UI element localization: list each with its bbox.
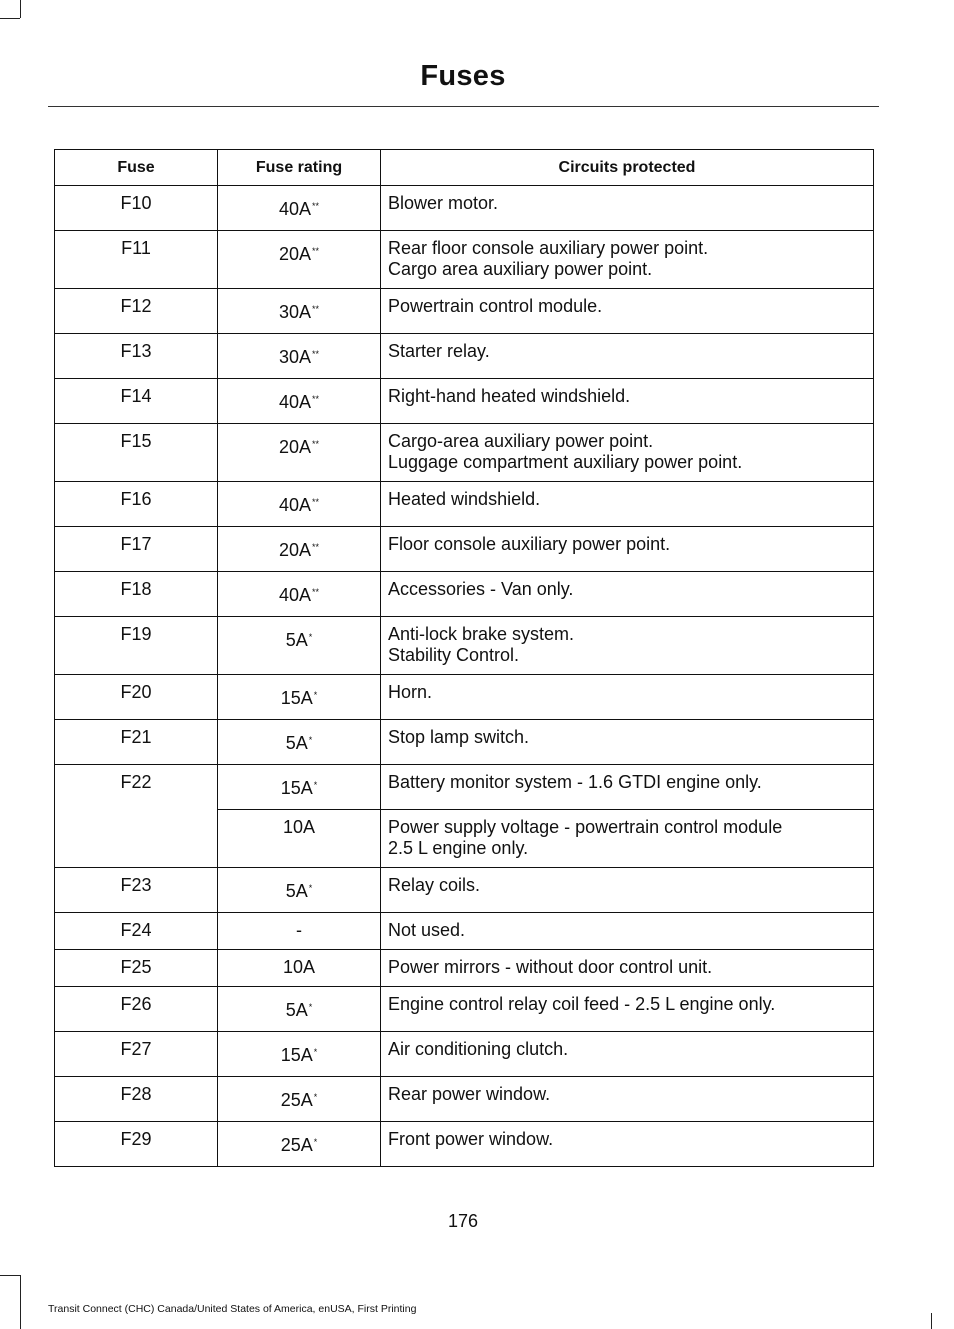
fuse-rating-cell: [218, 231, 381, 289]
circuits-cell: [381, 1077, 874, 1122]
circuit-line: Power supply voltage - powertrain control module: [388, 817, 783, 837]
table-row: [55, 334, 874, 379]
circuits-cell: [381, 810, 874, 868]
circuit-line: Luggage compartment auxiliary power point.: [388, 452, 743, 472]
fuse-table: [54, 149, 874, 1167]
circuits-cell: [381, 527, 874, 572]
circuits-cell: [381, 1122, 874, 1167]
circuits-cell: [381, 868, 874, 913]
circuit-line: Power mirrors - without door control unit.: [388, 957, 713, 977]
rating-footnote-mark: *: [308, 735, 313, 745]
fuse-rating: 25A: [280, 1135, 313, 1155]
circuit-line: Blower motor.: [388, 193, 499, 213]
fuse-rating-cell: [218, 186, 381, 231]
fuse-rating: 25A: [280, 1090, 313, 1110]
fuse-id: F19: [55, 617, 218, 675]
page-number: 176: [447, 1211, 479, 1231]
table-row: [55, 1077, 874, 1122]
fuse-rating-cell: [218, 527, 381, 572]
crop-mark: [20, 0, 21, 18]
circuits-cell: [381, 675, 874, 720]
table-row: [55, 572, 874, 617]
fuse-id: F26: [55, 987, 218, 1032]
fuse-id: F29: [55, 1122, 218, 1167]
rating-footnote-mark: **: [312, 349, 320, 359]
table-row: [55, 617, 874, 675]
table-row: [55, 1032, 874, 1077]
circuit-line: Stop lamp switch.: [388, 727, 530, 747]
rating-footnote-mark: **: [312, 587, 320, 597]
fuse-rating-cell: [218, 675, 381, 720]
circuits-cell: [381, 913, 874, 950]
fuse-rating: 30A: [278, 302, 311, 322]
table-row: [55, 482, 874, 527]
crop-mark: [0, 18, 20, 19]
page-title: Fuses: [420, 60, 506, 92]
fuse-rating: 40A: [278, 495, 311, 515]
table-row: [55, 289, 874, 334]
fuse-id: F15: [55, 424, 218, 482]
circuit-line: Heated windshield.: [388, 489, 541, 509]
table-row: [55, 231, 874, 289]
fuse-rating: 40A: [278, 392, 311, 412]
fuse-rating: 20A: [278, 540, 311, 560]
rating-footnote-mark: **: [312, 246, 320, 256]
fuse-rating: 20A: [278, 437, 311, 457]
circuits-cell: [381, 617, 874, 675]
fuse-table-body: [55, 186, 874, 1167]
rating-footnote-mark: **: [312, 394, 320, 404]
table-row: [55, 424, 874, 482]
circuit-line: Starter relay.: [388, 341, 490, 361]
fuse-rating: 30A: [278, 347, 311, 367]
circuits-cell: [381, 424, 874, 482]
fuse-rating: 5A: [285, 881, 308, 901]
rating-footnote-mark: *: [313, 1047, 318, 1057]
circuit-line: Floor console auxiliary power point.: [388, 534, 671, 554]
fuse-id: F10: [55, 186, 218, 231]
fuse-id: F18: [55, 572, 218, 617]
fuse-rating: 15A: [280, 688, 313, 708]
header-fuse: Fuse: [55, 150, 218, 186]
circuit-line: Not used.: [388, 920, 466, 940]
table-row: [55, 987, 874, 1032]
crop-mark: [0, 1275, 20, 1276]
table-row: [55, 720, 874, 765]
fuse-id: F14: [55, 379, 218, 424]
fuse-id: F13: [55, 334, 218, 379]
header-fuse-rating: Fuse rating: [218, 150, 381, 186]
fuse-id: F24: [55, 913, 218, 950]
rating-footnote-mark: **: [312, 304, 320, 314]
circuits-cell: [381, 482, 874, 527]
rating-footnote-mark: **: [312, 497, 320, 507]
circuit-line: Engine control relay coil feed - 2.5 L engine only.: [388, 994, 776, 1014]
fuse-id: F11: [55, 231, 218, 289]
circuits-cell: [381, 572, 874, 617]
circuit-line: Air conditioning clutch.: [388, 1039, 569, 1059]
fuse-id: F28: [55, 1077, 218, 1122]
fuse-rating-cell: [218, 617, 381, 675]
table-row: [55, 765, 874, 810]
circuits-cell: [381, 950, 874, 987]
fuse-id: F23: [55, 868, 218, 913]
table-row: [55, 379, 874, 424]
fuse-rating-cell: [218, 482, 381, 527]
fuse-rating: 5A: [285, 733, 308, 753]
table-row: [55, 950, 874, 987]
title-rule: [48, 106, 879, 107]
fuse-id: F25: [55, 950, 218, 987]
table-row: [55, 186, 874, 231]
rating-footnote-mark: **: [312, 439, 320, 449]
circuit-line: Horn.: [388, 682, 433, 702]
circuits-cell: [381, 765, 874, 810]
circuits-cell: [381, 987, 874, 1032]
circuit-line: Relay coils.: [388, 875, 481, 895]
footer-text: Transit Connect (CHC) Canada/United States of America, enUSA, First Printing: [48, 1303, 417, 1315]
circuit-line: Rear floor console auxiliary power point.: [388, 238, 709, 258]
circuits-cell: [381, 720, 874, 765]
fuse-rating-cell: [218, 289, 381, 334]
table-row: [55, 1122, 874, 1167]
circuit-line: Cargo-area auxiliary power point.: [388, 431, 654, 451]
rating-footnote-mark: **: [312, 201, 320, 211]
table-row: [55, 868, 874, 913]
fuse-rating-cell: [218, 868, 381, 913]
fuse-rating-cell: [218, 424, 381, 482]
table-row: [55, 675, 874, 720]
fuse-rating-cell: [218, 810, 381, 868]
circuits-cell: [381, 231, 874, 289]
circuit-line: Powertrain control module.: [388, 296, 603, 316]
fuse-id: F27: [55, 1032, 218, 1077]
circuit-line: 2.5 L engine only.: [388, 838, 529, 858]
circuit-line: Battery monitor system - 1.6 GTDI engine only.: [388, 772, 762, 792]
fuse-rating: 40A: [278, 199, 311, 219]
rating-footnote-mark: *: [308, 1002, 313, 1012]
rating-footnote-mark: *: [308, 883, 313, 893]
circuits-cell: [381, 379, 874, 424]
fuse-rating-cell: [218, 765, 381, 810]
fuse-rating: 10A: [282, 957, 316, 977]
fuse-rating: 40A: [278, 585, 311, 605]
rating-footnote-mark: *: [313, 690, 318, 700]
fuse-rating-cell: [218, 913, 381, 950]
rating-footnote-mark: *: [313, 780, 318, 790]
circuit-line: Accessories - Van only.: [388, 579, 574, 599]
circuit-line: Front power window.: [388, 1129, 554, 1149]
circuit-line: Right-hand heated windshield.: [388, 386, 631, 406]
fuse-id: F21: [55, 720, 218, 765]
fuse-rating-cell: [218, 1077, 381, 1122]
fuse-id: F22: [55, 765, 218, 868]
rating-footnote-mark: *: [313, 1137, 318, 1147]
circuits-cell: [381, 1032, 874, 1077]
circuits-cell: [381, 186, 874, 231]
fuse-id: F12: [55, 289, 218, 334]
header-circuits-protected: Circuits protected: [381, 150, 874, 186]
fuse-rating: 5A: [285, 630, 308, 650]
fuse-rating-cell: [218, 1032, 381, 1077]
fuse-id: F17: [55, 527, 218, 572]
crop-mark: [931, 1313, 932, 1329]
fuse-id: F20: [55, 675, 218, 720]
circuits-cell: [381, 289, 874, 334]
circuits-cell: [381, 334, 874, 379]
circuit-line: Rear power window.: [388, 1084, 551, 1104]
fuse-rating: 20A: [278, 244, 311, 264]
fuse-rating-cell: [218, 1122, 381, 1167]
fuse-rating-cell: [218, 950, 381, 987]
fuse-rating: 10A: [282, 817, 316, 837]
table-row: [55, 527, 874, 572]
table-row: [55, 913, 874, 950]
crop-mark: [20, 1275, 21, 1329]
circuit-line: Anti-lock brake system.: [388, 624, 575, 644]
fuse-rating-cell: [218, 379, 381, 424]
table-header-row: [55, 150, 874, 186]
fuse-rating: -: [296, 920, 302, 940]
rating-footnote-mark: **: [312, 542, 320, 552]
circuit-line: Stability Control.: [388, 645, 520, 665]
fuse-rating: 15A: [280, 778, 313, 798]
fuse-rating-cell: [218, 720, 381, 765]
rating-footnote-mark: *: [313, 1092, 318, 1102]
fuse-rating-cell: [218, 334, 381, 379]
fuse-id: F16: [55, 482, 218, 527]
fuse-rating: 5A: [285, 1000, 308, 1020]
rating-footnote-mark: *: [308, 632, 313, 642]
fuse-rating-cell: [218, 987, 381, 1032]
fuse-rating-cell: [218, 572, 381, 617]
fuse-rating: 15A: [280, 1045, 313, 1065]
circuit-line: Cargo area auxiliary power point.: [388, 259, 653, 279]
